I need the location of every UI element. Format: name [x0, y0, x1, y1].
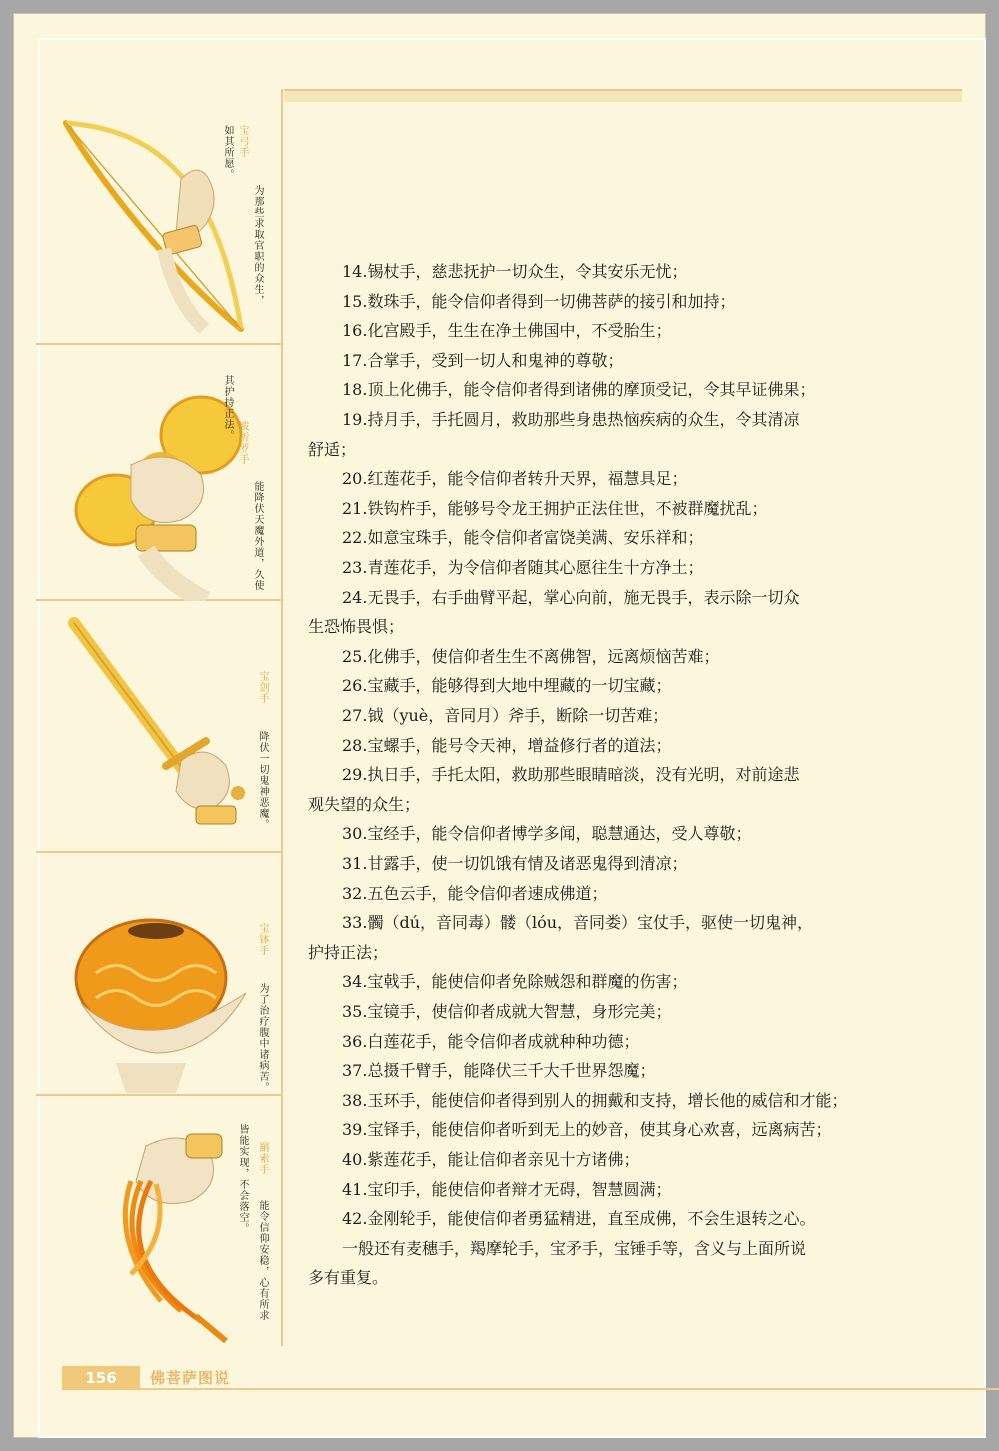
panel-caption-2: 如其所愿。: [222, 125, 233, 180]
text-line: 28.宝螺手，能号令天神，增益修行者的道法；: [342, 735, 672, 755]
panel-caption: 降伏一切鬼神恶魔。: [257, 731, 268, 830]
text-line: 护持正法；: [308, 942, 389, 962]
text-line: 一般还有麦穗手，羯摩轮手，宝矛手，宝锤手等，含义与上面所说: [342, 1238, 807, 1258]
vajra-icon: [36, 345, 281, 601]
book-title: 佛菩萨图说: [150, 1369, 231, 1387]
panel-sword-hand: [36, 601, 281, 853]
text-line: 35.宝镜手，使信仰者成就大智慧，身形完美；: [342, 1002, 672, 1021]
alms-bowl-icon: [36, 853, 281, 1096]
panel-caption: 为那些求取官职的众生，: [252, 185, 263, 306]
text-line: 观失望的众生；: [308, 794, 421, 814]
text-line: 21.铁钩杵手，能够号令龙王拥护正法住世，不被群魔扰乱；: [342, 498, 768, 518]
text-line: 24.无畏手，右手曲臂平起，掌心向前，施无畏手，表示除一切众: [342, 587, 800, 607]
footer-rule: [140, 1388, 999, 1390]
text-line: 舒适；: [308, 439, 357, 459]
text-line: 16.化宫殿手，生生在净土佛国中，不受胎生；: [342, 321, 672, 341]
panel-title: 跋折罗手: [237, 421, 248, 465]
text-line: 27.钺（yuè，音同月）斧手，断除一切苦难；: [342, 706, 669, 725]
text-line: 17.合掌手，受到一切人和鬼神的尊敬；: [342, 350, 624, 370]
text-line: 34.宝戟手，能使信仰者免除贼怨和群魔的伤害；: [342, 972, 688, 992]
panel-vajra-hand: [36, 345, 281, 601]
text-line: 29.执日手，手托太阳，救助那些眼睛暗淡，没有光明，对前途悲: [342, 765, 800, 785]
text-line: 37.总摄千臂手，能降伏三千大千世界怨魔；: [342, 1061, 656, 1081]
text-line: 25.化佛手，使信仰者生生不离佛智，远离烦恼苦难；: [342, 646, 720, 666]
header-rule: [284, 89, 962, 91]
illustration-column: [36, 89, 283, 1346]
text-line: 14.锡杖手，慈悲抚护一切众生，令其安乐无忧；: [342, 262, 688, 281]
panel-caption-2: 皆能实现，不会落空。: [237, 1124, 248, 1234]
page-number: 156: [62, 1366, 140, 1390]
text-line: 20.红莲花手，能令信仰者转升天界，福慧具足；: [342, 469, 688, 489]
text-line: 15.数珠手，能令信仰者得到一切佛菩萨的接引和加持；: [342, 291, 736, 311]
panel-caption: 能降伏天魔外道，久使: [252, 481, 263, 591]
panel-title: 宝弓手: [237, 125, 248, 158]
text-line: 26.宝藏手，能够得到大地中埋藏的一切宝藏；: [342, 676, 672, 696]
panel-caption-2: 其护持正法。: [222, 375, 233, 441]
text-line: 30.宝经手，能令信仰者博学多闻，聪慧通达，受人尊敬；: [342, 824, 752, 844]
text-line: 36.白莲花手，能令信仰者成就种种功德；: [342, 1031, 640, 1051]
panel-caption: 能令信仰安稳，心有所求: [257, 1200, 268, 1321]
panel-caption: 为了治疗腹中诸病苦。: [257, 983, 268, 1093]
text-line: 23.青莲花手，为令信仰者随其心愿往生十方净土；: [342, 558, 704, 577]
text-line: 多有重复。: [308, 1268, 389, 1288]
panel-bowl-hand: [36, 853, 281, 1096]
text-line: 38.玉环手，能使信仰者得到别人的拥戴和支持，增长他的威信和才能；: [342, 1090, 848, 1110]
panel-title: 羂索手: [257, 1142, 268, 1175]
text-line: 32.五色云手，能令信仰者速成佛道；: [342, 883, 608, 903]
panel-title: 宝钵手: [257, 923, 268, 956]
text-line: 22.如意宝珠手，能令信仰者富饶美满、安乐祥和；: [342, 528, 704, 548]
panel-rope-hand: [36, 1096, 281, 1346]
text-line: 33.髑（dú，音同毒）髅（lóu，音同娄）宝仗手，驱使一切鬼神，: [342, 913, 814, 933]
text-line: 42.金刚轮手，能使信仰者勇猛精进，直至成佛，不会生退转之心。: [342, 1209, 816, 1229]
text-line: 18.顶上化佛手，能令信仰者得到诸佛的摩顶受记，令其早证佛果；: [342, 380, 816, 400]
text-line: 生恐怖畏惧；: [308, 617, 405, 637]
text-line: 39.宝铎手，能使信仰者听到无上的妙音，使其身心欢喜，远离病苦；: [342, 1120, 832, 1140]
sword-icon: [36, 601, 281, 853]
text-line: 31.甘露手，使一切饥饿有情及诸恶鬼得到清凉；: [342, 854, 688, 873]
text-line: 40.紫莲花手，能让信仰者亲见十方诸佛；: [342, 1150, 640, 1169]
page-footer: [62, 1366, 962, 1390]
panel-title: 宝剑手: [257, 671, 268, 704]
text-line: 41.宝印手，能使信仰者辩才无碍，智慧圆满；: [342, 1179, 672, 1199]
panel-bow-hand: [36, 89, 281, 345]
text-line: 19.持月手，手托圆月，救助那些身患热恼疾病的众生，令其清凉: [342, 410, 800, 429]
